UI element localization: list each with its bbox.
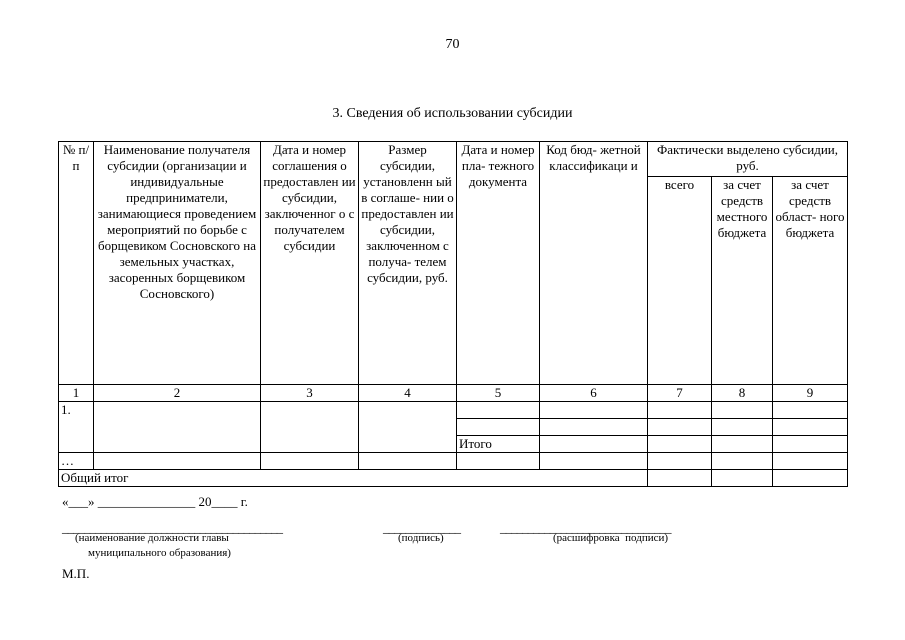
column-number: 6 — [540, 385, 648, 402]
table-cell — [540, 453, 648, 470]
table-cell — [261, 453, 359, 470]
table-cell — [712, 402, 773, 419]
header-actually-allocated: Фактически выделено субсидии, руб. — [648, 142, 848, 177]
header-regional-budget: за счет средств област- ного бюджета — [773, 177, 848, 385]
table-cell — [359, 453, 457, 470]
table-cell — [773, 453, 848, 470]
decoding-signature-line: _______________________________ — [500, 520, 671, 535]
header-payment-document: Дата и номер пла- тежного документа — [457, 142, 540, 385]
table-cell — [540, 402, 648, 419]
table-cell — [540, 436, 648, 453]
column-number: 7 — [648, 385, 712, 402]
table-cell — [359, 402, 457, 453]
table-cell — [773, 419, 848, 436]
section-title: 3. Сведения об использовании субсидии — [332, 106, 573, 121]
table-cell — [773, 402, 848, 419]
page-number: 70 — [445, 37, 460, 52]
table-cell — [712, 453, 773, 470]
column-number: 4 — [359, 385, 457, 402]
header-recipient-name: Наименование получателя субсидии (организации и индивидуальные предприниматели, занимающиеся проведением мероприятий по борьбе с борщевиком Сосновского на земельных участках, засоренных борщевиком Сосновского) — [94, 142, 261, 385]
column-number: 5 — [457, 385, 540, 402]
table-cell — [712, 419, 773, 436]
column-number: 2 — [94, 385, 261, 402]
stamp-label: М.П. — [62, 566, 90, 581]
table-cell — [648, 436, 712, 453]
table-cell — [648, 419, 712, 436]
column-number: 1 — [59, 385, 94, 402]
position-signature-line: ________________________________________ — [62, 520, 282, 535]
caption-position-continued: муниципального образования) — [88, 547, 231, 559]
ellipsis-row-label: … — [59, 453, 94, 470]
table-cell — [457, 419, 540, 436]
table-cell — [94, 402, 261, 453]
table-cell — [457, 453, 540, 470]
header-total: всего — [648, 177, 712, 385]
caption-signature: (подпись) — [398, 532, 444, 544]
header-local-budget: за счет средств местного бюджета — [712, 177, 773, 385]
table-cell — [94, 453, 261, 470]
signature-line: ______________ — [383, 520, 460, 535]
table-cell — [648, 453, 712, 470]
header-subsidy-size: Размер субсидии, установленн ый в соглаше- нии о предоставлен ии субсидии, заключенном с получа- телем субсидии, руб. — [359, 142, 457, 385]
table-cell — [457, 402, 540, 419]
table-cell — [540, 419, 648, 436]
column-number: 9 — [773, 385, 848, 402]
itogo-label: Итого — [457, 436, 540, 453]
table-cell — [648, 470, 712, 487]
caption-decoding: (расшифровка подписи) — [553, 532, 669, 544]
header-budget-code: Код бюд- жетной классификаци и — [540, 142, 648, 385]
header-number: № п/п — [59, 142, 94, 385]
grand-total-label: Общий итог — [59, 470, 648, 487]
table-cell — [648, 402, 712, 419]
column-number: 8 — [712, 385, 773, 402]
row-number: 1. — [59, 402, 94, 453]
caption-position: (наименование должности главы — [75, 532, 229, 544]
date-line: «___» _______________ 20____ г. — [62, 494, 248, 509]
subsidy-usage-table — [58, 141, 848, 487]
table-cell — [261, 402, 359, 453]
table-cell — [773, 436, 848, 453]
header-agreement: Дата и номер соглашения о предоставлен ии субсидии, заключенног о с получателем субсидии — [261, 142, 359, 385]
table-cell — [712, 470, 773, 487]
table-cell — [773, 470, 848, 487]
column-number: 3 — [261, 385, 359, 402]
table-cell — [712, 436, 773, 453]
